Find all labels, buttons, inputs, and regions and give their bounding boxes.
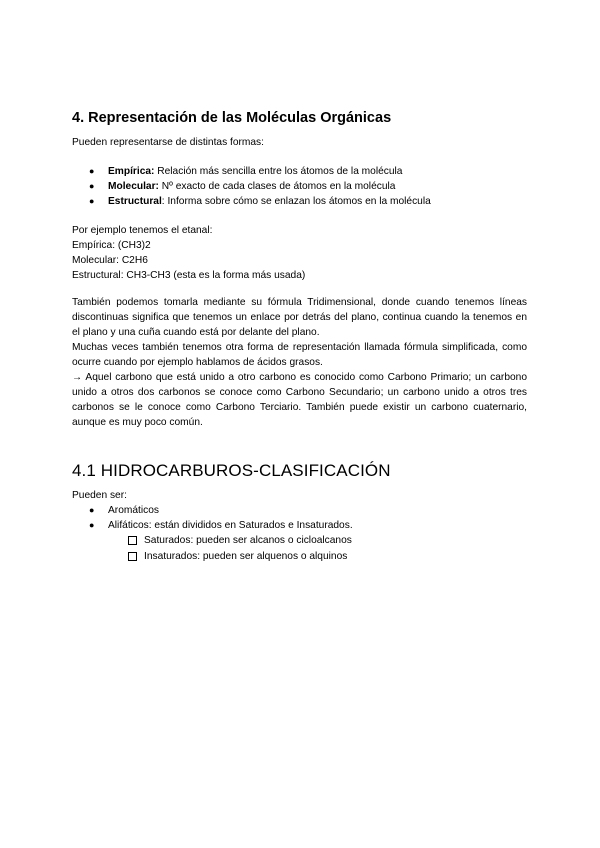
list-item — [72, 179, 431, 194]
list-item — [72, 518, 353, 533]
representation-forms-list — [72, 164, 431, 209]
aliphatic-subtypes-list — [128, 533, 352, 565]
bullet-icon: ● — [89, 166, 95, 176]
section-4-1-title: 4.1 HIDROCARBUROS-CLASIFICACIÓN — [72, 461, 391, 480]
list-item-label: Alifáticos: están divididos en Saturados e Insaturados. — [108, 520, 353, 531]
list-item — [72, 164, 431, 179]
hydrocarbon-types-list — [72, 503, 353, 533]
list-item-label: Insaturados: pueden ser alquenos o alquinos — [144, 551, 348, 562]
checkbox-icon — [128, 552, 137, 561]
example-molecular: Molecular: C2H6 — [72, 255, 148, 266]
form-description: Relación más sencilla entre los átomos de la molécula — [154, 166, 403, 177]
section-4-intro: Pueden representarse de distintas formas: — [72, 137, 264, 148]
paragraph-tridimensional: También podemos tomarla mediante su fórmula Tridimensional, donde cuando tenemos líneas discontinuas significa que tenemos un enlace por detrás del plano, continua cuando la tenemos en el plano y una cuña cuando está por delante del plano. — [72, 297, 527, 338]
section-4-title: 4. Representación de las Moléculas Orgánicas — [72, 110, 392, 126]
checkbox-icon — [128, 536, 137, 545]
bullet-icon: ● — [89, 505, 95, 515]
form-term: Molecular: — [108, 181, 159, 192]
bullet-icon: ● — [89, 181, 95, 191]
section-4-1-intro: Pueden ser: — [72, 490, 127, 501]
bullet-icon: ● — [89, 520, 95, 530]
example-empirica: Empírica: (CH3)2 — [72, 240, 151, 251]
bullet-icon: ● — [89, 196, 95, 206]
example-block — [72, 223, 305, 283]
example-estructural: Estructural: CH3-CH3 (esta es la forma más usada) — [72, 270, 306, 281]
form-description: : Informa sobre cómo se enlazan los átomos en la molécula — [161, 196, 431, 207]
list-item — [72, 503, 353, 518]
list-item-label: Saturados: pueden ser alcanos o cicloalcanos — [144, 535, 352, 546]
list-item — [72, 194, 431, 209]
list-item — [128, 549, 352, 565]
list-item — [128, 533, 352, 549]
form-description: Nº exacto de cada clases de átomos en la molécula — [158, 181, 396, 192]
example-intro: Por ejemplo tenemos el etanal: — [72, 225, 213, 236]
form-term: Empírica: — [108, 166, 155, 177]
paragraph-simplificada: Muchas veces también tenemos otra forma de representación llamada fórmula simplificada, como ocurre cuando por ejemplo hablamos de ácidos grasos. — [72, 342, 527, 368]
form-term: Estructural — [108, 196, 162, 207]
paragraph-carbonos: → Aquel carbono que está unido a otro carbono es conocido como Carbono Primario; un carbono unido a otros dos carbonos se conoce como Carbono Secundario; un carbono unido a otros tres carbonos se le conoce como Carbono Terciario. También puede existir un carbono cuaternario, aunque es muy poco común. — [72, 372, 527, 428]
list-item-label: Aromáticos — [108, 505, 159, 516]
